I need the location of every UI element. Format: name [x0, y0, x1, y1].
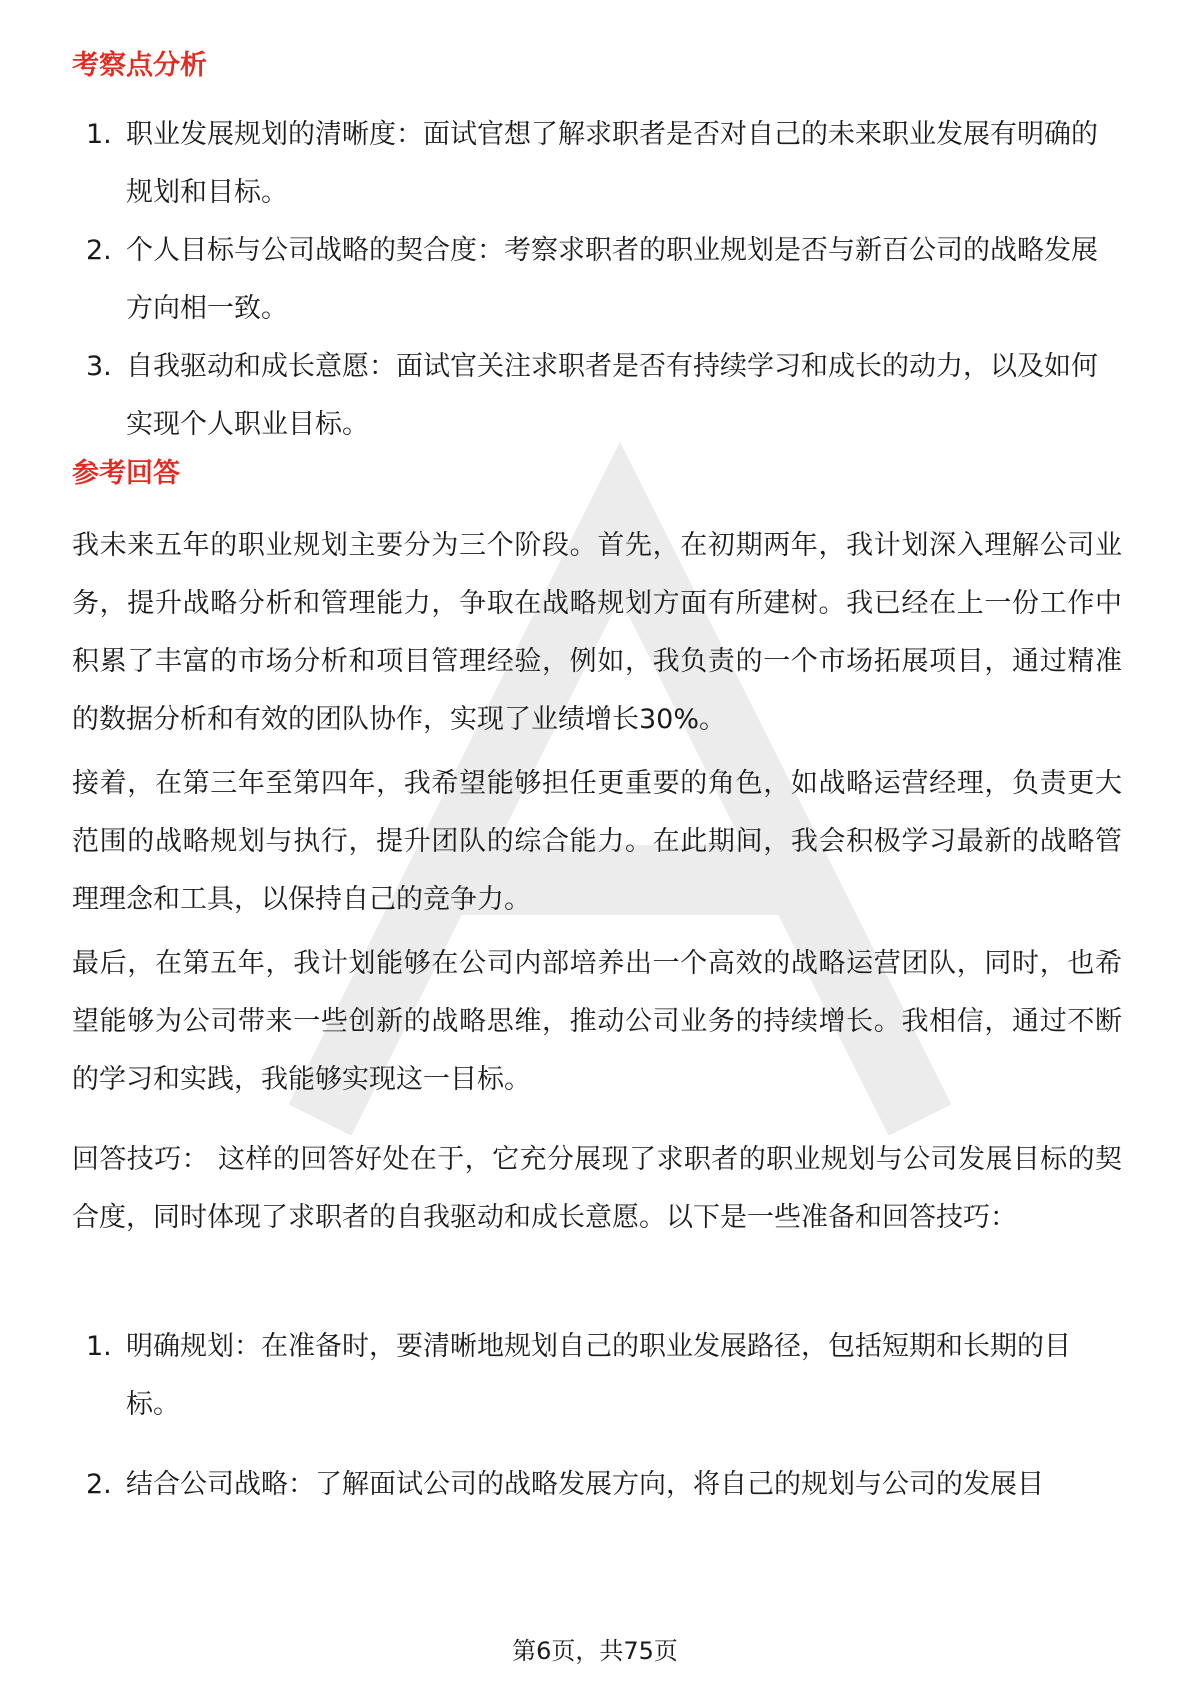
- list-number: 1.: [86, 119, 112, 150]
- analysis-list: [72, 106, 1122, 454]
- list-item-text: 职业发展规划的清晰度：面试官想了解求职者是否对自己的未来职业发展有明确的规划和目标。: [126, 119, 1098, 208]
- list-item-text: 结合公司战略：了解面试公司的战略发展方向，将自己的规划与公司的发展目: [126, 1469, 1044, 1500]
- tips-list: [72, 1318, 1122, 1514]
- list-item-text: 个人目标与公司战略的契合度：考察求职者的职业规划是否与新百公司的战略发展方向相一致。: [126, 235, 1098, 324]
- list-item: [72, 338, 1122, 454]
- list-item: [72, 1318, 1122, 1434]
- list-item-text: 明确规划：在准备时，要清晰地规划自己的职业发展路径，包括短期和长期的目标。: [126, 1331, 1071, 1420]
- list-item: [72, 1456, 1122, 1514]
- list-number: 3.: [86, 351, 112, 382]
- list-number: 1.: [86, 1331, 112, 1362]
- list-number: 2.: [86, 1469, 112, 1500]
- list-item: [72, 106, 1122, 222]
- answer-tips-intro: 回答技巧： 这样的回答好处在于，它充分展现了求职者的职业规划与公司发展目标的契合度，同时体现了求职者的自我驱动和成长意愿。以下是一些准备和回答技巧：: [72, 1144, 1122, 1233]
- list-item-text: 自我驱动和成长意愿：面试官关注求职者是否有持续学习和成长的动力，以及如何实现个人职业目标。: [126, 351, 1098, 440]
- list-number: 2.: [86, 235, 112, 266]
- section-heading-reference-answer: 参考回答: [72, 458, 180, 489]
- answer-paragraph-2: 接着，在第三年至第四年，我希望能够担任更重要的角色，如战略运营经理，负责更大范围的战略规划与执行，提升团队的综合能力。在此期间，我会积极学习最新的战略管理理念和工具，以保持自己的竞争力。: [72, 768, 1122, 915]
- list-item: [72, 222, 1122, 338]
- page-number-footer: 第6页，共75页: [512, 1637, 678, 1665]
- section-heading-analysis: 考察点分析: [72, 50, 207, 81]
- answer-paragraph-1: 我未来五年的职业规划主要分为三个阶段。首先，在初期两年，我计划深入理解公司业务，提升战略分析和管理能力，争取在战略规划方面有所建树。我已经在上一份工作中积累了丰富的市场分析和项目管理经验，例如，我负责的一个市场拓展项目，通过精准的数据分析和有效的团队协作，实现了业绩增长30%。: [72, 530, 1122, 735]
- answer-paragraph-3: 最后，在第五年，我计划能够在公司内部培养出一个高效的战略运营团队，同时，也希望能够为公司带来一些创新的战略思维，推动公司业务的持续增长。我相信，通过不断的学习和实践，我能够实现这一目标。: [72, 948, 1122, 1095]
